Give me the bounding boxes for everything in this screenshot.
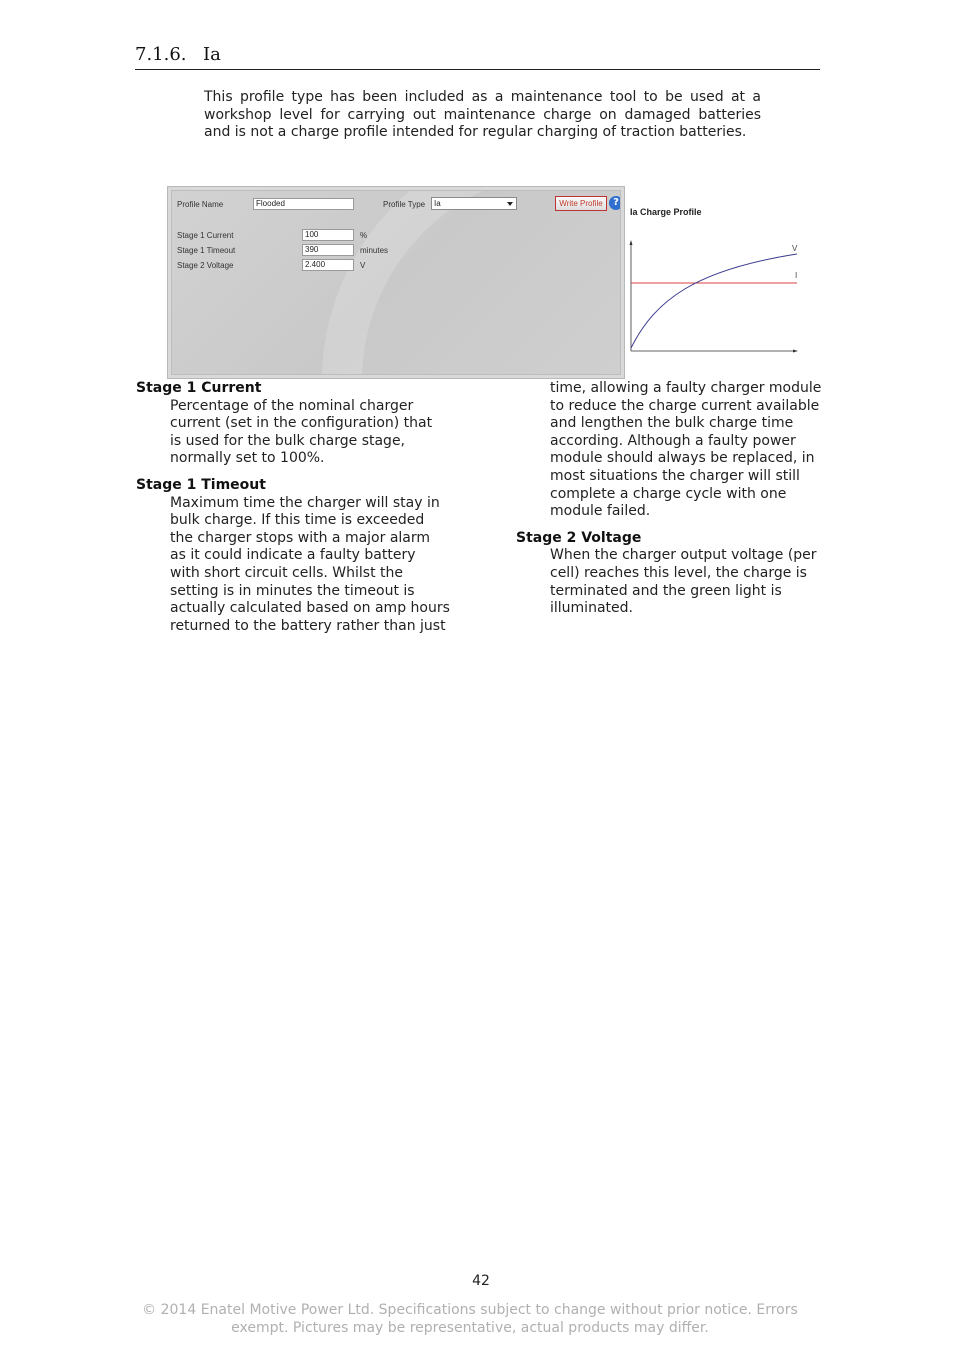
def-line: illuminated. [550, 600, 633, 617]
series-v-label: V [792, 244, 798, 253]
definition-stage2-voltage [516, 530, 836, 618]
y-axis-arrow [630, 240, 633, 245]
help-icon[interactable]: ? [609, 196, 621, 210]
def-line: to reduce the charge current available [550, 397, 820, 414]
profile-name-label: Profile Name [177, 200, 224, 209]
profile-type-select[interactable] [431, 197, 517, 210]
def-line: bulk charge. If this time is exceeded [170, 512, 425, 529]
def-line: actually calculated based on amp hours [170, 600, 450, 617]
footer-line: exempt. Pictures may be representative, actual products may differ. [231, 1320, 709, 1336]
copyright-footer [120, 1301, 820, 1337]
def-line: cell) reaches this level, the charge is [550, 564, 807, 581]
def-line: module failed. [550, 503, 651, 520]
def-line: When the charger output voltage (per [550, 547, 817, 564]
def-line: complete a charge cycle with one [550, 485, 787, 502]
def-line: with short circuit cells. Whilst the [170, 564, 404, 581]
stage1-timeout-label: Stage 1 Timeout [177, 246, 236, 255]
section-heading [135, 44, 820, 70]
def-stage1-current [170, 398, 466, 468]
profile-type-value: Ia [434, 199, 441, 208]
def-line: current (set in the configuration) that [170, 415, 433, 432]
def-line: as it could indicate a faulty battery [170, 547, 416, 564]
def-line: according. Although a faulty power [550, 432, 796, 449]
def-line: module should always be replaced, in [550, 450, 815, 467]
write-profile-button[interactable]: Write Profile [555, 196, 607, 211]
stage1-current-unit: % [360, 231, 368, 240]
stage1-timeout-field[interactable]: 390 [302, 244, 354, 256]
def-line: normally set to 100%. [170, 450, 325, 467]
stage2-voltage-field[interactable]: 2.400 [302, 259, 354, 271]
x-axis-arrow [793, 350, 798, 353]
ia-charge-profile-chart [625, 200, 805, 360]
def-line: setting is in minutes the timeout is [170, 582, 415, 599]
def-line: time, allowing a faulty charger module [550, 380, 822, 396]
stage2-voltage-unit: V [360, 261, 366, 270]
stage1-current-label: Stage 1 Current [177, 231, 234, 240]
profile-name-field[interactable]: Flooded [253, 198, 354, 210]
profile-settings-panel [171, 190, 621, 375]
def-line: and lengthen the bulk charge time [550, 415, 794, 432]
def-line: the charger stops with a major alarm [170, 529, 431, 546]
chevron-down-icon [507, 202, 513, 206]
stage1-timeout-unit: minutes [360, 246, 389, 255]
term-stage1-current: Stage 1 Current [136, 380, 262, 396]
def-stage1-timeout-continued [550, 380, 836, 521]
section-number: 7.1.6. [135, 44, 187, 65]
series-voltage-line [631, 254, 797, 348]
profile-settings-screenshot [167, 186, 625, 379]
series-i-label: I [795, 271, 798, 280]
def-stage1-timeout [170, 495, 466, 636]
def-line: terminated and the green light is [550, 582, 782, 599]
background-swoosh [322, 190, 621, 375]
term-stage2-voltage: Stage 2 Voltage [516, 529, 642, 546]
stage2-voltage-label: Stage 2 Voltage [177, 261, 234, 270]
footer-line: © 2014 Enatel Motive Power Ltd. Specifications subject to change without prior notice. Errors [142, 1302, 798, 1318]
def-line: most situations the charger will still [550, 467, 800, 484]
definitions-right-column [516, 380, 836, 627]
definition-stage1-timeout [136, 477, 466, 635]
def-line: Percentage of the nominal charger [170, 397, 414, 414]
def-line: is used for the bulk charge stage, [170, 432, 406, 449]
def-stage2-voltage [550, 547, 836, 617]
stage1-current-field[interactable]: 100 [302, 229, 354, 241]
page-number: 42 [472, 1273, 490, 1289]
definitions-left-column [136, 380, 466, 644]
section-title: Ia [203, 44, 221, 65]
def-line: Maximum time the charger will stay in [170, 494, 440, 511]
profile-type-label: Profile Type [383, 200, 426, 209]
def-line: returned to the battery rather than just [170, 617, 446, 634]
term-stage1-timeout: Stage 1 Timeout [136, 476, 266, 493]
chart-title: Ia Charge Profile [630, 207, 702, 217]
definition-stage1-current [136, 380, 466, 468]
intro-paragraph: This profile type has been included as a maintenance tool to be used at a workshop level for carrying out maintenance charge on damaged batteries and is not a charge profile intended for regular charging of traction batteries. [204, 89, 761, 140]
